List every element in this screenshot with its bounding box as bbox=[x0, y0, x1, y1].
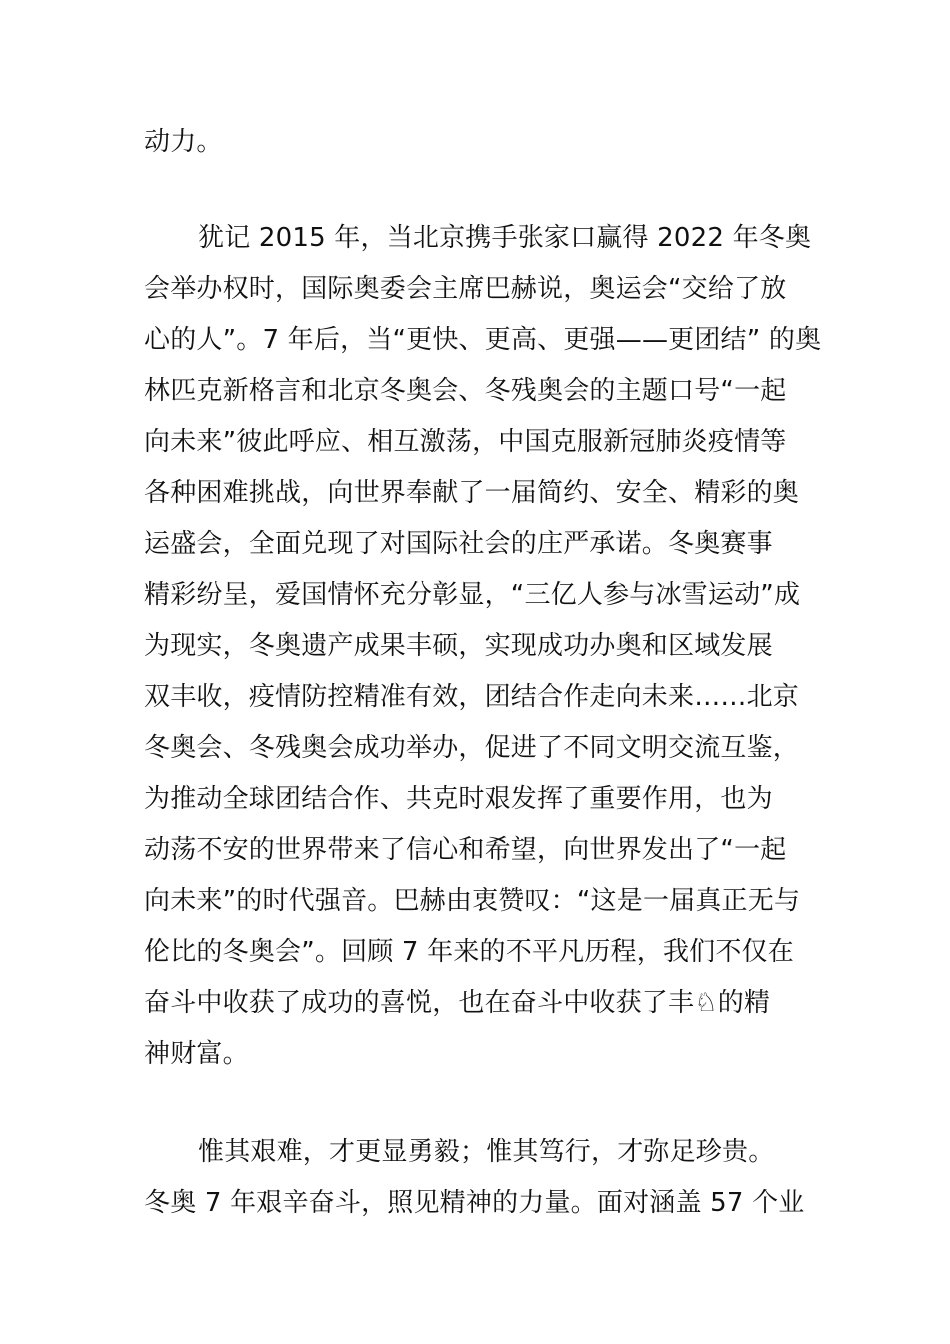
paragraph-line: 动力。 bbox=[144, 127, 223, 157]
paragraph-line: 运盛会，全面兑现了对国际社会的庄严承诺。冬奥赛事 bbox=[144, 529, 773, 559]
paragraph-line: 为推动全球团结合作、共克时艰发挥了重要作用，也为 bbox=[144, 784, 773, 814]
paragraph-line: 心的人”。7 年后，当“更快、更高、更强——更团结” 的奥 bbox=[144, 325, 822, 355]
paragraph-line: 动荡不安的世界带来了信心和希望，向世界发出了“一起 bbox=[144, 835, 787, 865]
paragraph-line: 会举办权时，国际奥委会主席巴赫说，奥运会“交给了放 bbox=[144, 274, 787, 304]
paragraph-line: 向未来”彼此呼应、相互激荡，中国克服新冠肺炎疫情等 bbox=[144, 427, 787, 457]
paragraph-line: 伦比的冬奥会”。回顾 7 年来的不平凡历程，我们不仅在 bbox=[144, 937, 794, 967]
paragraph-line: 奋斗中收获了成功的喜悦，也在奋斗中收获了丰♘的精 bbox=[144, 988, 771, 1018]
paragraph-line: 冬奥会、冬残奥会成功举办，促进了不同文明交流互鉴， bbox=[144, 733, 800, 763]
paragraph-line: 向未来”的时代强音。巴赫由衷赞叹：“这是一届真正无与 bbox=[144, 886, 801, 916]
paragraph-line: 双丰收，疫情防控精准有效，团结合作走向未来……北京 bbox=[144, 682, 800, 712]
paragraph-line: 惟其艰难，才更显勇毅；惟其笃行，才弥足珍贵。 bbox=[198, 1137, 775, 1167]
paragraph-line: 各种困难挑战，向世界奉献了一届简约、安全、精彩的奥 bbox=[144, 478, 800, 508]
paragraph-line: 精彩纷呈，爱国情怀充分彰显，“三亿人参与冰雪运动”成 bbox=[144, 580, 801, 610]
paragraph-line: 神财富。 bbox=[144, 1039, 249, 1069]
paragraph-line: 冬奥 7 年艰辛奋斗，照见精神的力量。面对涵盖 57 个业 bbox=[144, 1188, 805, 1218]
paragraph-line: 犹记 2015 年，当北京携手张家口赢得 2022 年冬奥 bbox=[198, 223, 812, 253]
paragraph-line: 为现实，冬奥遗产成果丰硕，实现成功办奥和区域发展 bbox=[144, 631, 773, 661]
paragraph-line: 林匹克新格言和北京冬奥会、冬残奥会的主题口号“一起 bbox=[144, 376, 787, 406]
